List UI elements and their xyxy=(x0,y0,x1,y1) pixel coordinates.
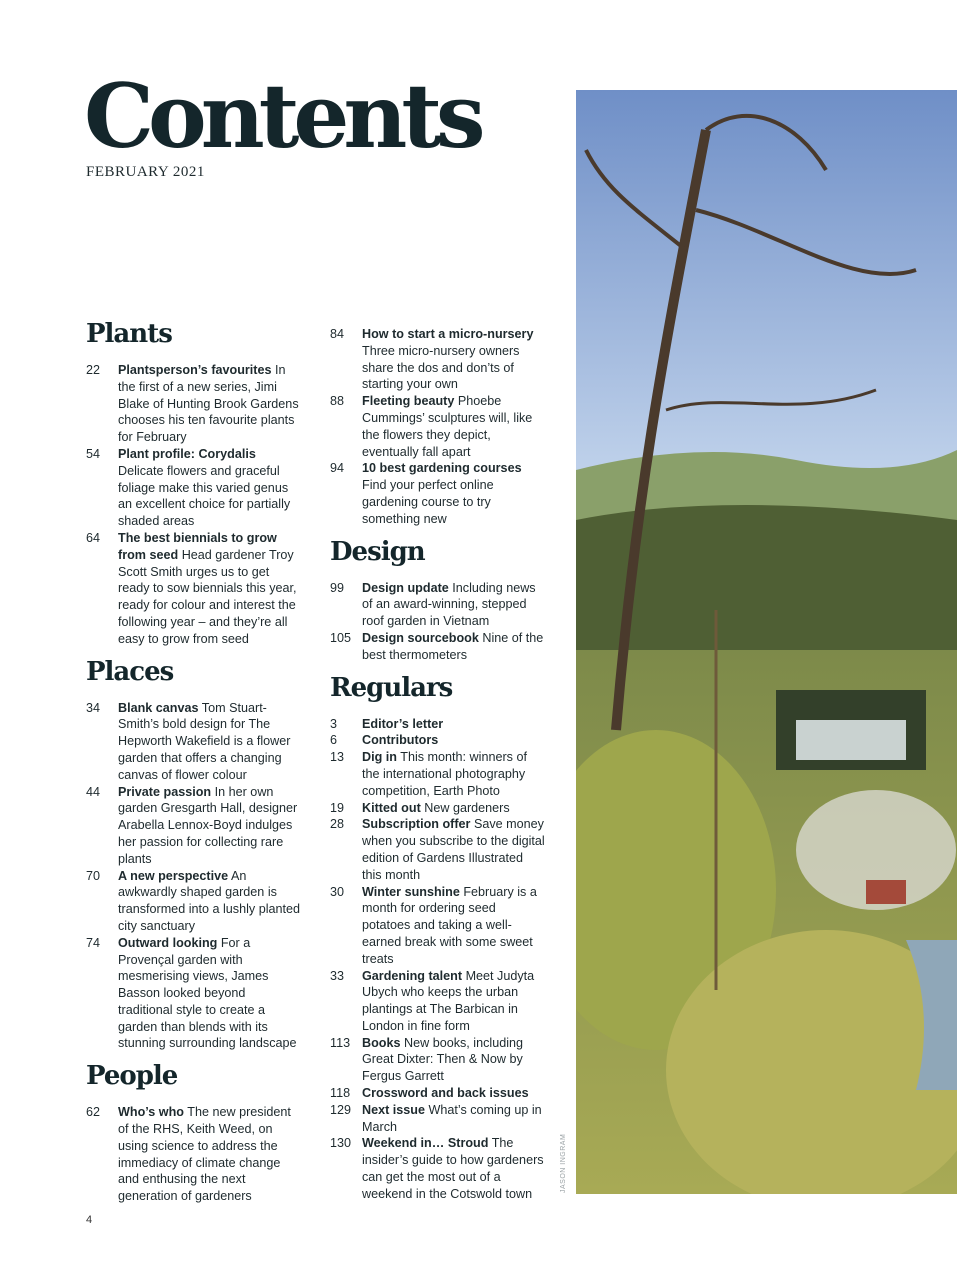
entry-page-number: 118 xyxy=(330,1086,351,1101)
garden-photo xyxy=(576,90,957,1194)
entry-text xyxy=(362,732,545,749)
contents-entry[interactable] xyxy=(330,800,545,817)
entry-title: Private passion xyxy=(118,784,212,799)
entry-page-number: 28 xyxy=(330,817,345,832)
entry-title: Fleeting beauty xyxy=(362,394,455,409)
section-heading: Places xyxy=(86,656,174,687)
contents-entry[interactable] xyxy=(330,749,545,799)
entry-page-number: 19 xyxy=(330,800,345,815)
page-title: Contents xyxy=(84,64,480,168)
entry-title: Subscription offer xyxy=(362,817,471,832)
contents-entry[interactable] xyxy=(86,784,301,868)
contents-section xyxy=(86,1060,301,1205)
entry-title: Design sourcebook xyxy=(362,630,479,645)
entry-title: Weekend in… Stroud xyxy=(362,1136,489,1151)
entry-title: Gardening talent xyxy=(362,968,463,983)
entry-text xyxy=(118,446,301,530)
contents-entry[interactable] xyxy=(330,716,545,733)
contents-entry[interactable] xyxy=(86,700,301,784)
entry-title: Contributors xyxy=(362,733,439,748)
photo-credit: JASON INGRAM xyxy=(560,1133,567,1193)
entry-description: Three micro-nursery owners share the dos and don’ts of starting your own xyxy=(362,343,520,392)
entry-page-number: 113 xyxy=(330,1035,351,1050)
entry-description: Head gardener Troy Scott Smith urges us to get ready to sow biennials this year, ready for colour and interest the following year – and they’re all easy to grow from seed xyxy=(118,547,297,646)
entry-title: Plantsperson’s favourites xyxy=(118,363,272,377)
entry-text xyxy=(362,716,545,733)
entry-description: For a Provençal garden with mesmerising views, James Basson looked beyond traditional style to create a garden than blends with its stunning surrounding landscape xyxy=(118,935,297,1051)
entry-page-number: 22 xyxy=(86,363,101,377)
entry-title: Next issue xyxy=(362,1102,425,1117)
entry-title: Blank canvas xyxy=(118,700,199,715)
contents-entry[interactable] xyxy=(330,460,545,527)
entry-description: The insider’s guide to how gardeners can get the most out of a weekend in the Cotswold town xyxy=(362,1136,544,1201)
contents-entry[interactable] xyxy=(330,1135,545,1202)
contents-entry[interactable] xyxy=(330,732,545,749)
page-number: 4 xyxy=(86,1214,93,1226)
entry-text xyxy=(118,935,301,1053)
entry-description: New gardeners xyxy=(424,800,510,815)
contents-entry[interactable] xyxy=(330,1035,545,1085)
entry-text xyxy=(118,784,301,868)
entry-page-number: 33 xyxy=(330,968,345,983)
entry-title: Editor’s letter xyxy=(362,716,444,731)
entry-description: Meet Judyta Ubych who keeps the urban plantings at The Barbican in London in fine form xyxy=(362,968,535,1033)
entry-page-number: 54 xyxy=(86,446,101,461)
contents-entry[interactable] xyxy=(330,1102,545,1136)
entry-text xyxy=(362,630,545,664)
entry-description: Including news of an award-winning, stepped roof garden in Vietnam xyxy=(362,580,536,629)
entry-text xyxy=(118,868,301,935)
entry-description: Find your perfect online gardening course to try something new xyxy=(362,478,494,526)
contents-entry[interactable] xyxy=(86,530,301,648)
section-heading: People xyxy=(86,1061,178,1092)
entry-page-number: 130 xyxy=(330,1136,352,1151)
entry-title: Design update xyxy=(362,580,449,595)
contents-entry[interactable] xyxy=(330,968,545,1035)
entry-description: Save money when you subscribe to the digital edition of Gardens Illustrated this month xyxy=(362,817,545,882)
contents-section xyxy=(330,326,545,528)
entry-page-number: 34 xyxy=(86,700,101,715)
entry-text xyxy=(362,326,545,393)
entry-description: In her own garden Gresgarth Hall, designer Arabella Lennox-Boyd indulges her passion for collecting rare plants xyxy=(118,784,298,866)
contents-section xyxy=(86,318,301,648)
entry-page-number: 44 xyxy=(86,784,101,799)
entry-page-number: 84 xyxy=(330,327,345,341)
section-heading: Plants xyxy=(86,319,172,349)
entry-page-number: 64 xyxy=(86,530,101,545)
entry-text xyxy=(362,393,545,460)
entry-page-number: 13 xyxy=(330,750,345,765)
contents-entry[interactable] xyxy=(330,580,545,630)
entry-page-number: 6 xyxy=(330,733,338,748)
contents-entry[interactable] xyxy=(86,868,301,935)
entry-text xyxy=(362,968,545,1035)
contents-entry[interactable] xyxy=(330,884,545,968)
entry-text xyxy=(118,1104,301,1205)
entry-page-number: 74 xyxy=(86,935,101,950)
entry-description: Phoebe Cummings’ sculptures will, like the flowers they depict, eventually fall apart xyxy=(362,394,533,459)
contents-section xyxy=(330,536,545,664)
entry-description: What’s coming up in March xyxy=(362,1102,542,1134)
contents-entry[interactable] xyxy=(86,446,301,530)
entry-page-number: 3 xyxy=(330,716,338,731)
contents-entry[interactable] xyxy=(330,393,545,460)
entry-title: Outward looking xyxy=(118,935,218,950)
entry-description: In the first of a new series, Jimi Blake of Hunting Brook Gardens chooses his ten favourite plants for February xyxy=(118,363,299,445)
entry-page-number: 62 xyxy=(86,1105,101,1120)
entry-description: Delicate flowers and graceful foliage make this varied genus an excellent choice for partially shaded areas xyxy=(118,463,291,529)
entry-title: Books xyxy=(362,1035,401,1050)
entry-description: The new president of the RHS, Keith Weed, on using science to address the immediacy of climate change and enthusing the next generation of gardeners xyxy=(118,1105,291,1204)
entry-description: February is a month for ordering seed potatoes and taking a well-earned break with some sweet treats xyxy=(362,884,537,966)
entry-title: Plant profile: Corydalis xyxy=(118,446,256,461)
contents-entry[interactable] xyxy=(86,1104,301,1205)
entry-page-number: 105 xyxy=(330,630,352,645)
entry-title: Winter sunshine xyxy=(362,884,460,899)
entry-title: 10 best gardening courses xyxy=(362,461,522,476)
entry-description: New books, including Great Dixter: Then & Now by Fergus Garrett xyxy=(362,1035,524,1084)
entry-page-number: 94 xyxy=(330,461,345,476)
entry-title: The best biennials to grow from seed xyxy=(118,530,277,562)
contents-entry[interactable] xyxy=(330,816,545,883)
entry-page-number: 30 xyxy=(330,884,345,899)
contents-entry[interactable] xyxy=(330,630,545,664)
entry-text xyxy=(362,1035,545,1085)
entry-title: A new perspective xyxy=(118,868,229,883)
garden-photo-illustration xyxy=(576,90,957,1194)
entry-description: This month: winners of the international photography competition, Earth Photo xyxy=(362,750,527,798)
entry-text xyxy=(118,530,301,648)
entry-text xyxy=(362,1085,545,1102)
section-heading: Regulars xyxy=(330,672,453,703)
entry-text xyxy=(362,749,545,799)
entry-text xyxy=(362,1102,545,1136)
entry-description: Nine of the best thermometers xyxy=(362,630,544,662)
entry-page-number: 129 xyxy=(330,1102,352,1117)
entry-text xyxy=(362,580,545,630)
entry-description: Tom Stuart-Smith’s bold design for The Hepworth Wakefield is a flower garden that offers a changing canvas of flower colour xyxy=(118,700,291,782)
contents-entry[interactable] xyxy=(86,935,301,1053)
contents-column-left xyxy=(86,318,301,1213)
entry-title: Dig in xyxy=(362,750,397,765)
entry-text xyxy=(362,884,545,968)
entry-text xyxy=(362,816,545,883)
entry-page-number: 88 xyxy=(330,394,345,409)
contents-entry[interactable] xyxy=(330,326,545,393)
contents-entry[interactable] xyxy=(86,362,301,446)
entry-description: An awkwardly shaped garden is transformed into a lushly planted city sanctuary xyxy=(118,868,301,933)
entry-page-number: 99 xyxy=(330,580,345,595)
section-heading: Design xyxy=(330,536,425,567)
entry-title: Who’s who xyxy=(118,1105,184,1120)
entry-title: How to start a micro-nursery xyxy=(362,327,534,341)
entry-text xyxy=(362,800,545,817)
entry-text xyxy=(118,362,301,446)
entry-text xyxy=(362,1135,545,1202)
entry-title: Kitted out xyxy=(362,800,421,815)
contents-section xyxy=(86,656,301,1053)
contents-entry[interactable] xyxy=(330,1085,545,1102)
entry-title: Crossword and back issues xyxy=(362,1086,529,1101)
entry-text xyxy=(362,460,545,527)
entry-page-number: 70 xyxy=(86,868,101,883)
contents-section xyxy=(330,672,545,1203)
issue-date: FEBRUARY 2021 xyxy=(86,164,205,180)
entry-text xyxy=(118,700,301,784)
contents-column-right xyxy=(330,326,545,1211)
